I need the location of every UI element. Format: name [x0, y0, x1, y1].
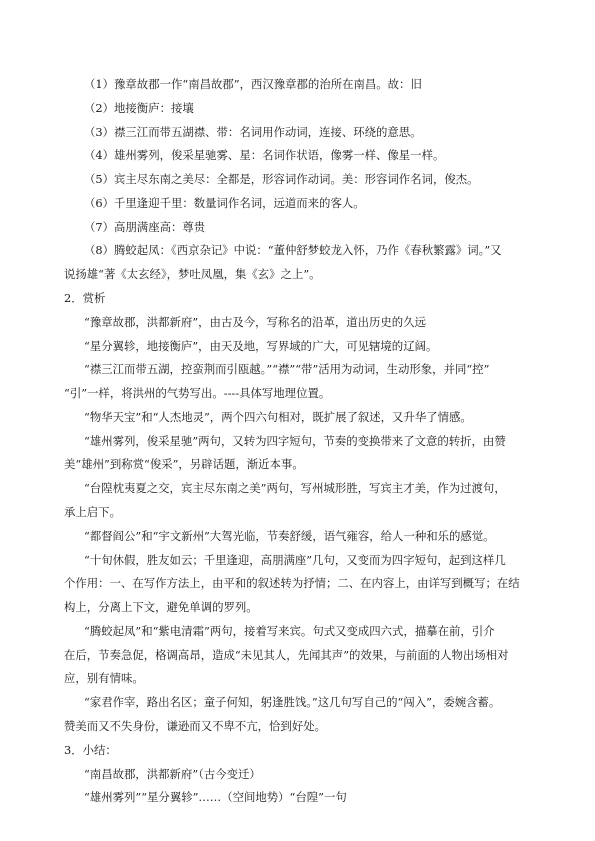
analysis-line: 美“雄州”到称赏“俊采”，另辟话题，渐近本事。	[64, 457, 304, 471]
note-2: （2）地接衡庐：接壤	[84, 101, 194, 115]
summary-line: “雄州雾列”“星分翼轸”……（空间地势）“台隍”一句	[84, 790, 347, 804]
summary-line: “南昌故郡，洪都新府”（古今变迁）	[84, 767, 261, 781]
section-heading-appreciation: 2．赏析	[64, 291, 106, 305]
analysis-line: “豫章故郡，洪都新府”，由古及今，写称名的沿革，道出历史的久远	[84, 315, 426, 329]
analysis-line: 在后，节奏急促，格调高昂，造成“未见其人，先闻其声”的效果，与前面的人物出场相对	[64, 648, 509, 662]
analysis-line: “襟三江而带五湖，控蛮荆而引瓯越。”“襟”“带”活用为动词，生动形象，并同“控”	[84, 362, 490, 376]
analysis-line: “雄州雾列，俊采星驰”两句，又转为四字短句，节奏的变换带来了文意的转折，由赞	[84, 434, 506, 448]
analysis-line: “引”一样，将洪州的气势写出。----具体写地理位置。	[64, 386, 331, 400]
analysis-line: “台隍枕夷夏之交，宾主尽东南之美”两句，写州城形胜，写宾主才美，作为过渡句，	[84, 481, 506, 495]
analysis-line: “腾蛟起凤”和“紫电清霜”两句，接着写来宾。句式又变成四六式，描摹在前，引介	[84, 624, 495, 638]
note-8-continued: 说扬雄“著《太玄经》，梦吐凤凰，集《玄》之上”。	[64, 267, 321, 281]
analysis-line: “物华天宝”和“人杰地灵”，两个四六句相对，既扩展了叙述，又升华了情感。	[84, 410, 472, 424]
analysis-line: “家君作宰，路出名区；童子何知，躬逢胜饯。”这几句写自己的“闯入”，委婉含蓄。	[84, 695, 501, 709]
note-8: （8）腾蛟起凤：《西京杂记》中说：“董仲舒梦蛟龙入怀，乃作《春秋繁露》词。”又	[84, 243, 502, 257]
note-1: （1）豫章故郡一作“南昌故郡”，西汉豫章郡的治所在南昌。故：旧	[84, 77, 422, 91]
analysis-line: 构上，分离上下文，避免单调的罗列。	[64, 600, 258, 614]
analysis-line: 应，别有情味。	[64, 671, 144, 685]
analysis-line: “十旬休假，胜友如云；千里逢迎，高朋满座”几句，又变而为四字短句，起到这样几	[84, 553, 506, 567]
analysis-line: “星分翼轸，地接衡庐”，由天及地，写界域的广大，可见辖境的辽阔。	[84, 339, 438, 353]
section-heading-summary: 3．小结：	[64, 743, 117, 757]
analysis-line: 个作用：一、在写作方法上，由平和的叙述转为抒情；二、在内容上，由详写到概写；在结	[64, 576, 520, 590]
note-3: （3）襟三江而带五湖襟、带：名词用作动词，连接、环绕的意思。	[84, 125, 422, 139]
note-7: （7）高朋满座高：尊贵	[84, 220, 206, 234]
analysis-line: 承上启下。	[64, 505, 121, 519]
analysis-line: “都督阎公”和“宇文新州”大驾光临，节奏舒缓，语气雍容，给人一种和乐的感觉。	[84, 529, 495, 543]
note-5: （5）宾主尽东南之美尽：全都是，形容词作动词。美：形容词作名词，俊杰。	[84, 172, 479, 186]
note-4: （4）雄州雾列，俊采星驰雾、星：名词作状语，像雾一样、像星一样。	[84, 148, 445, 162]
analysis-line: 赞美而又不失身份，谦逊而又不卑不亢，恰到好处。	[64, 719, 326, 733]
note-6: （6）千里逢迎千里：数量词作名词，远道而来的客人。	[84, 196, 365, 210]
